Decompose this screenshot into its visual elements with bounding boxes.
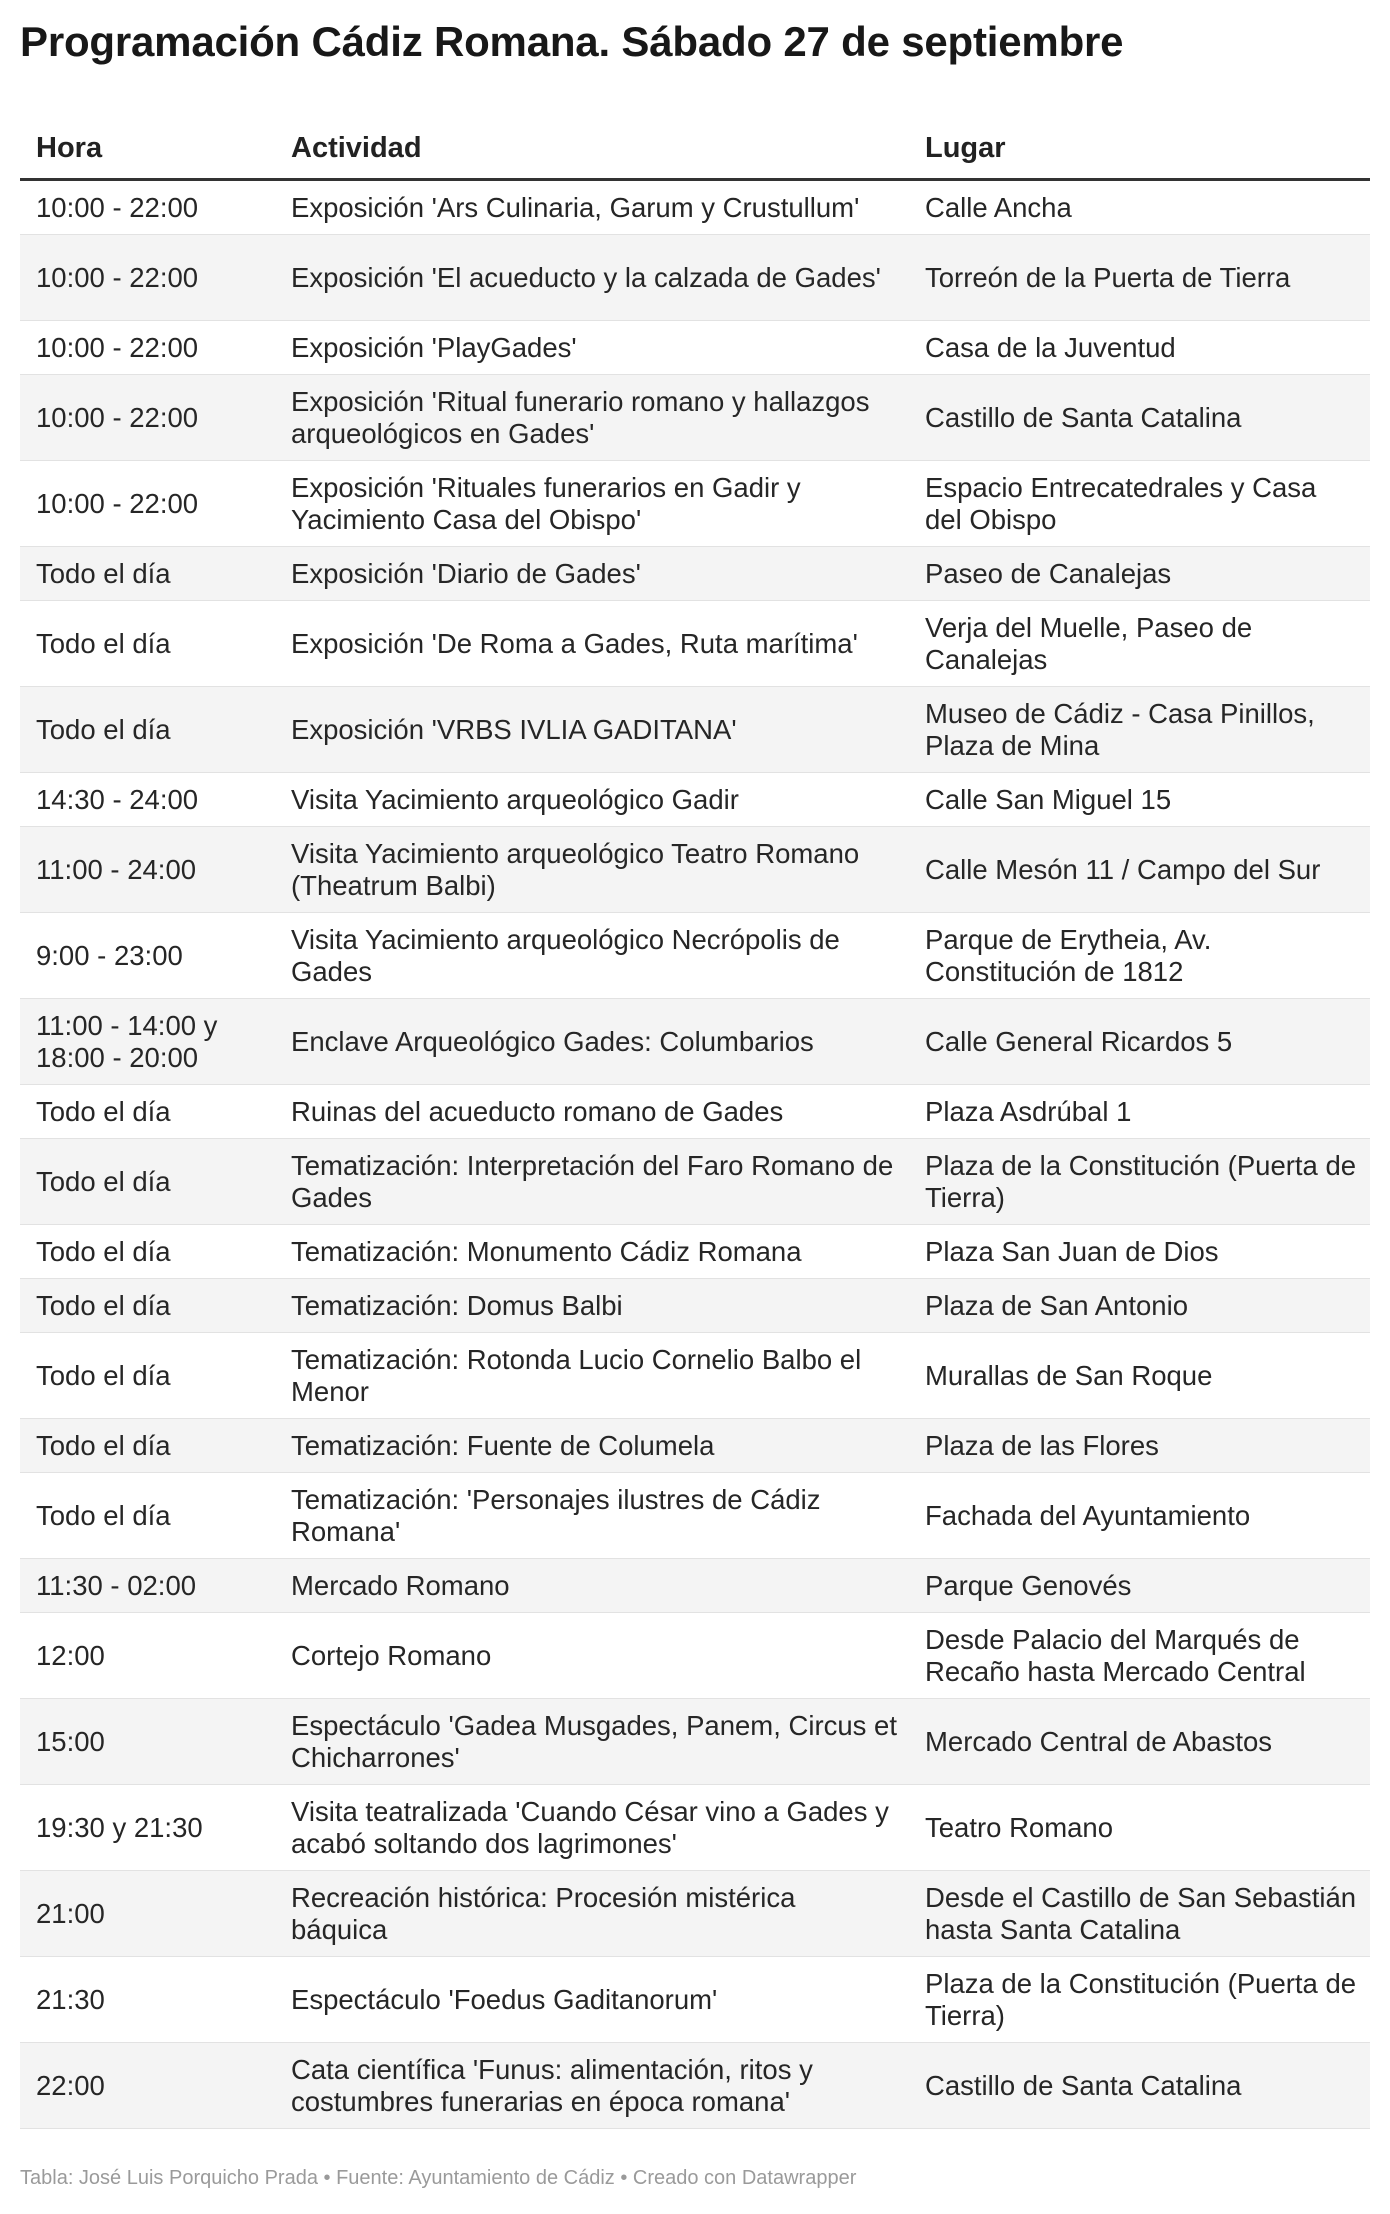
cell-lugar: Desde el Castillo de San Sebastián hasta Santa Catalina [909,1871,1370,1957]
cell-lugar: Parque de Erytheia, Av. Constitución de 1812 [909,913,1370,999]
cell-lugar: Mercado Central de Abastos [909,1699,1370,1785]
cell-hora: 10:00 - 22:00 [20,235,275,321]
cell-lugar: Fachada del Ayuntamiento [909,1473,1370,1559]
cell-actividad: Tematización: 'Personajes ilustres de Cádiz Romana' [275,1473,909,1559]
table-row [20,321,1370,375]
cell-hora: 11:00 - 14:00 y 18:00 - 20:00 [20,999,275,1085]
source-footer: Tabla: José Luis Porquicho Prada • Fuente: Ayuntamiento de Cádiz • Creado con Datawrapper [20,2167,857,2189]
cell-lugar: Verja del Muelle, Paseo de Canalejas [909,601,1370,687]
cell-hora: Todo el día [20,687,275,773]
cell-actividad: Visita Yacimiento arqueológico Teatro Romano (Theatrum Balbi) [275,827,909,913]
cell-lugar: Calle Mesón 11 / Campo del Sur [909,827,1370,913]
cell-hora: 12:00 [20,1613,275,1699]
cell-hora: Todo el día [20,1139,275,1225]
table-row [20,999,1370,1085]
table-row [20,2043,1370,2129]
cell-hora: 15:00 [20,1699,275,1785]
cell-hora: Todo el día [20,1333,275,1419]
cell-actividad: Tematización: Interpretación del Faro Romano de Gades [275,1139,909,1225]
cell-actividad: Exposición 'Ars Culinaria, Garum y Crustullum' [275,180,909,235]
cell-lugar: Murallas de San Roque [909,1333,1370,1419]
cell-hora: 10:00 - 22:00 [20,375,275,461]
column-header-actividad: Actividad [275,118,909,180]
cell-actividad: Tematización: Fuente de Columela [275,1419,909,1473]
column-header-lugar: Lugar [909,118,1370,180]
cell-lugar: Plaza de la Constitución (Puerta de Tierra) [909,1139,1370,1225]
cell-hora: 10:00 - 22:00 [20,180,275,235]
table-row [20,1613,1370,1699]
table-row [20,1785,1370,1871]
cell-actividad: Tematización: Rotonda Lucio Cornelio Balbo el Menor [275,1333,909,1419]
cell-lugar: Casa de la Juventud [909,321,1370,375]
cell-lugar: Espacio Entrecatedrales y Casa del Obispo [909,461,1370,547]
table-row [20,1333,1370,1419]
cell-hora: Todo el día [20,1419,275,1473]
cell-lugar: Calle General Ricardos 5 [909,999,1370,1085]
cell-actividad: Mercado Romano [275,1559,909,1613]
cell-actividad: Recreación histórica: Procesión mistérica báquica [275,1871,909,1957]
cell-lugar: Desde Palacio del Marqués de Recaño hasta Mercado Central [909,1613,1370,1699]
column-header-hora: Hora [20,118,275,180]
cell-actividad: Visita Yacimiento arqueológico Gadir [275,773,909,827]
table-row [20,687,1370,773]
cell-actividad: Exposición 'Diario de Gades' [275,547,909,601]
table-row [20,235,1370,321]
table-row [20,1139,1370,1225]
cell-hora: 22:00 [20,2043,275,2129]
cell-lugar: Parque Genovés [909,1559,1370,1613]
cell-lugar: Plaza de las Flores [909,1419,1370,1473]
schedule-table [20,118,1370,2129]
cell-actividad: Exposición 'VRBS IVLIA GADITANA' [275,687,909,773]
cell-actividad: Espectáculo 'Foedus Gaditanorum' [275,1957,909,2043]
cell-hora: Todo el día [20,547,275,601]
table-row [20,1225,1370,1279]
cell-hora: Todo el día [20,1279,275,1333]
table-row [20,1279,1370,1333]
cell-actividad: Ruinas del acueducto romano de Gades [275,1085,909,1139]
cell-actividad: Exposición 'Ritual funerario romano y hallazgos arqueológicos en Gades' [275,375,909,461]
cell-hora: 11:00 - 24:00 [20,827,275,913]
cell-lugar: Castillo de Santa Catalina [909,375,1370,461]
cell-actividad: Tematización: Monumento Cádiz Romana [275,1225,909,1279]
cell-hora: Todo el día [20,1085,275,1139]
table-row [20,1871,1370,1957]
cell-lugar: Paseo de Canalejas [909,547,1370,601]
cell-actividad: Exposición 'Rituales funerarios en Gadir y Yacimiento Casa del Obispo' [275,461,909,547]
table-row [20,375,1370,461]
cell-hora: 21:00 [20,1871,275,1957]
table-row [20,1699,1370,1785]
cell-actividad: Exposición 'PlayGades' [275,321,909,375]
cell-hora: Todo el día [20,1225,275,1279]
cell-actividad: Visita teatralizada 'Cuando César vino a Gades y acabó soltando dos lagrimones' [275,1785,909,1871]
page-title: Programación Cádiz Romana. Sábado 27 de septiembre [20,18,1124,65]
cell-hora: 14:30 - 24:00 [20,773,275,827]
cell-hora: 21:30 [20,1957,275,2043]
cell-lugar: Plaza de San Antonio [909,1279,1370,1333]
cell-hora: 10:00 - 22:00 [20,321,275,375]
table-header-row [20,118,1370,180]
cell-hora: 10:00 - 22:00 [20,461,275,547]
table-row [20,1559,1370,1613]
cell-lugar: Torreón de la Puerta de Tierra [909,235,1370,321]
cell-actividad: Enclave Arqueológico Gades: Columbarios [275,999,909,1085]
cell-actividad: Tematización: Domus Balbi [275,1279,909,1333]
cell-lugar: Plaza Asdrúbal 1 [909,1085,1370,1139]
cell-actividad: Exposición 'El acueducto y la calzada de Gades' [275,235,909,321]
table-row [20,1085,1370,1139]
cell-actividad: Exposición 'De Roma a Gades, Ruta marítima' [275,601,909,687]
cell-hora: Todo el día [20,1473,275,1559]
table-row [20,461,1370,547]
cell-lugar: Calle Ancha [909,180,1370,235]
table-row [20,913,1370,999]
table-row [20,827,1370,913]
table-row [20,773,1370,827]
cell-lugar: Plaza de la Constitución (Puerta de Tierra) [909,1957,1370,2043]
cell-lugar: Teatro Romano [909,1785,1370,1871]
table-row [20,180,1370,235]
cell-lugar: Castillo de Santa Catalina [909,2043,1370,2129]
cell-actividad: Visita Yacimiento arqueológico Necrópolis de Gades [275,913,909,999]
cell-hora: 19:30 y 21:30 [20,1785,275,1871]
cell-actividad: Cata científica 'Funus: alimentación, ritos y costumbres funerarias en época romana' [275,2043,909,2129]
cell-actividad: Cortejo Romano [275,1613,909,1699]
table-row [20,1957,1370,2043]
table-row [20,1419,1370,1473]
table-row [20,1473,1370,1559]
table-row [20,601,1370,687]
cell-hora: 9:00 - 23:00 [20,913,275,999]
cell-lugar: Plaza San Juan de Dios [909,1225,1370,1279]
cell-hora: 11:30 - 02:00 [20,1559,275,1613]
cell-lugar: Calle San Miguel 15 [909,773,1370,827]
cell-actividad: Espectáculo 'Gadea Musgades, Panem, Circus et Chicharrones' [275,1699,909,1785]
cell-hora: Todo el día [20,601,275,687]
table-row [20,547,1370,601]
cell-lugar: Museo de Cádiz - Casa Pinillos, Plaza de Mina [909,687,1370,773]
